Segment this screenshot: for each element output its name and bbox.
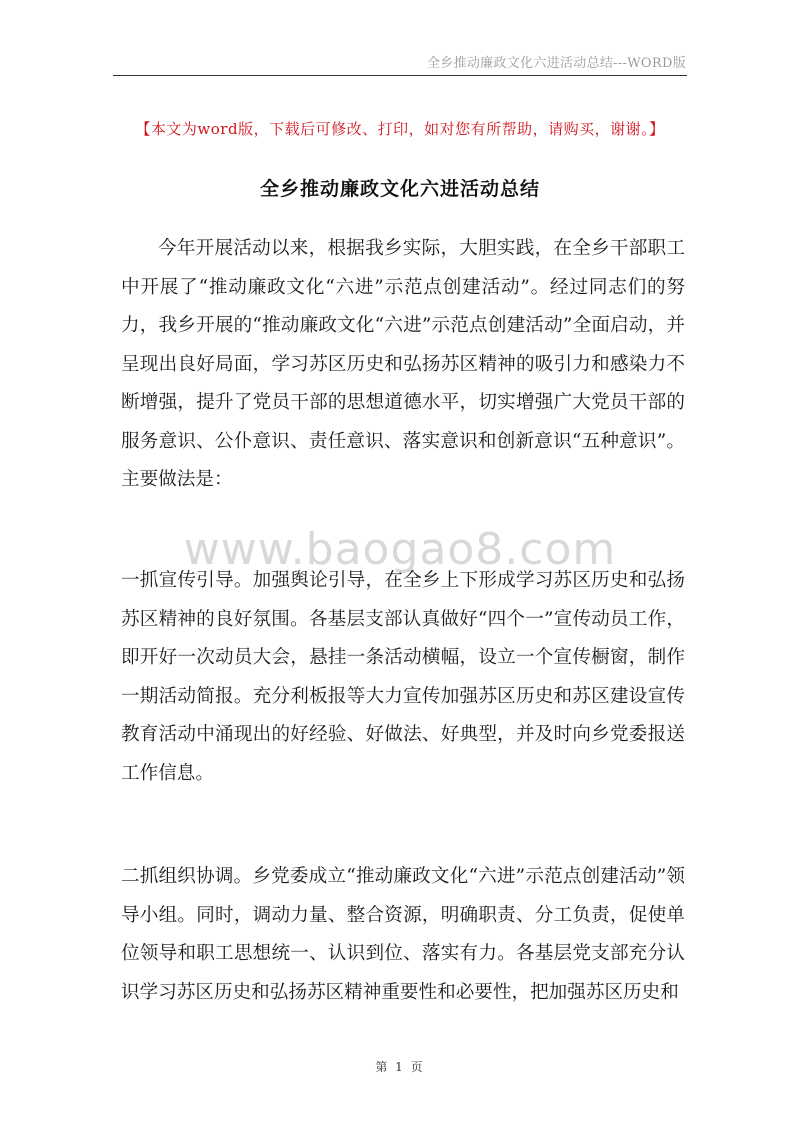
paragraph-publicity: 一抓宣传引导。加强舆论引导，在全乡上下形成学习苏区历史和弘扬苏区精神的良好氛围。各基层支部认真做好“四个一”宣传动员工作，即开好一次动员大会，悬挂一条活动横幅，设立一个宣传橱窗，制作一期活动简报。充分利板报等大力宣传加强苏区历史和苏区建设宣传教育活动中涌现出的好经验、好做法、好典型，并及时向乡党委报送工作信息。: [121, 570, 685, 784]
purchase-notice: 【本文为word版，下载后可修改、打印，如对您有所帮助，请购买，谢谢。】: [135, 120, 665, 138]
header-divider: [113, 75, 687, 76]
page-number: 第 1 页: [375, 1060, 425, 1074]
watermark: www.baogao8.com: [183, 524, 617, 575]
paragraph-intro: 今年开展活动以来，根据我乡实际，大胆实践，在全乡干部职工中开展了“推动廉政文化“六进”示范点创建活动”。经过同志们的努力，我乡开展的“推动廉政文化“六进”示范点创建活动”全面启动，并呈现出良好局面，学习苏区历史和弘扬苏区精神的吸引力和感染力不断增强，提升了党员干部的思想道德水平，切实增强广大党员干部的服务意识、公仆意识、责任意识、落实意识和创新意识“五种意识”。主要做法是：: [121, 238, 685, 490]
paragraph-organization: 二抓组织协调。乡党委成立“推动廉政文化“六进”示范点创建活动”领导小组。同时，调动力量、整合资源，明确职责、分工负责，促使单位领导和职工思想统一、认识到位、落实有力。各基层党支部充分认识学习苏区历史和弘扬苏区精神重要性和必要性，把加强苏区历史和: [121, 866, 685, 1003]
document-title: 全乡推动廉政文化六进活动总结: [259, 178, 540, 200]
running-header: 全乡推动廉政文化六进活动总结---WORD版: [426, 56, 686, 71]
